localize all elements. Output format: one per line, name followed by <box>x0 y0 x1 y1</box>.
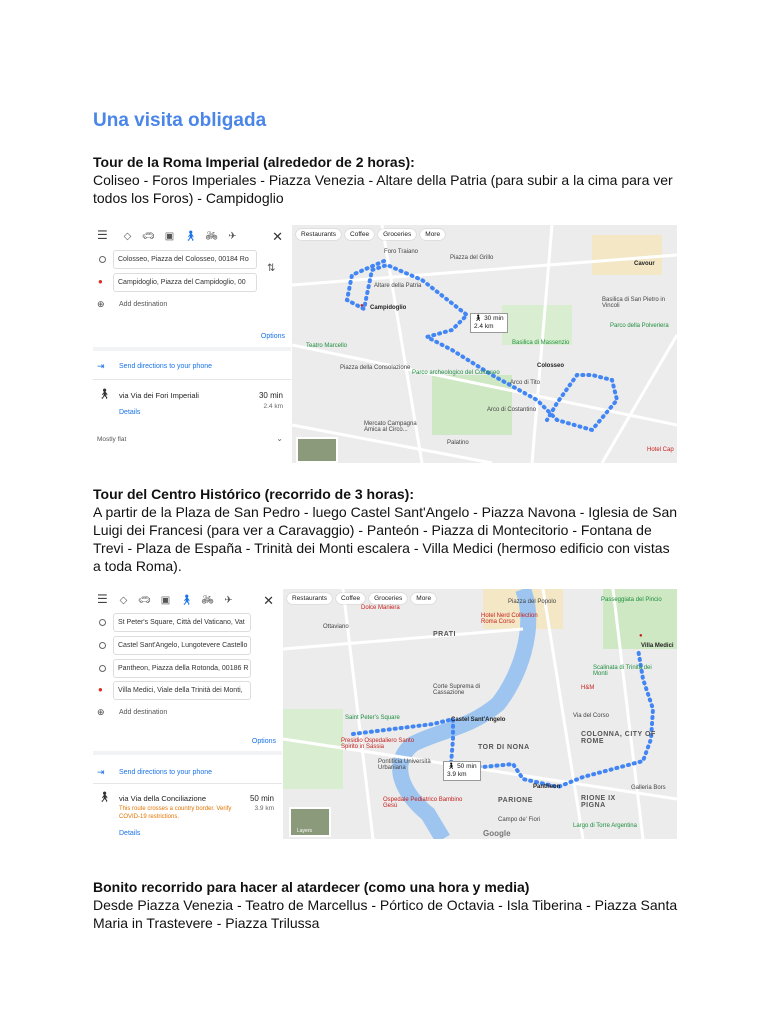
layers-label: Layers <box>297 828 313 834</box>
bicycle-icon[interactable]: 🚲︎ <box>201 594 214 606</box>
section-title-historic: Tour del Centro Histórico (recorrido de 3 horas): <box>93 486 415 502</box>
route-distance: 2.4 km <box>263 403 283 410</box>
origin-dot-icon <box>99 256 106 263</box>
map-label: Basilica di San Pietro in Vincoli <box>602 297 666 309</box>
options-link[interactable]: Options <box>260 333 285 340</box>
separator <box>93 783 282 784</box>
route-via[interactable]: via Via dei Fori Imperiali <box>119 391 199 400</box>
section-title-sunset: Bonito recorrido para hacer al atardecer (como una hora y media) <box>93 879 530 895</box>
stop-field-1[interactable]: St Peter's Square, Città del Vaticano, Vat <box>113 613 251 632</box>
stop-dot-icon <box>99 619 106 626</box>
phone-send-icon: ⇥ <box>97 767 105 777</box>
map-label: COLONNA, CITY OF ROME <box>581 731 656 745</box>
transit-icon[interactable]: ▣ <box>164 230 175 242</box>
category-chips <box>296 229 445 240</box>
walk-icon: 🚶︎ <box>98 792 111 803</box>
map-label: Parco archeologico del Colosseo <box>412 370 500 376</box>
flight-icon[interactable]: ✈︎ <box>228 230 237 242</box>
map-label: Mercato Campagna Amica al Circo... <box>364 421 417 433</box>
map-label: Largo di Torre Argentina <box>573 823 637 829</box>
layers-thumbnail[interactable] <box>296 437 338 463</box>
map-label: Via del Corso <box>573 713 609 719</box>
route-time: 50 min <box>249 794 274 803</box>
section-body-historic: A partir de la Plaza de San Pedro - luego Castel Sant'Angelo - Piazza Navona - Iglesia de San Luigi dei Francesi (para ver a Caravaggio) - Panteón - Piazza di Montecitorio - Fontana de Trevi - Plaza de España - Trinità dei Monti escalera - Villa Medici (hermoso edificio con vistas a toda Roma). <box>93 504 678 574</box>
bicycle-icon[interactable]: 🚲︎ <box>205 230 218 242</box>
map-label: Ospedale Pediatrico Bambino Gesù <box>383 797 463 809</box>
close-icon[interactable]: ✕ <box>263 593 274 608</box>
map-label: Piazza del Grillo <box>450 255 494 261</box>
map-view[interactable] <box>283 589 677 839</box>
map-label: H&M <box>581 685 595 691</box>
section-title-imperial: Tour de la Roma Imperial (alrededor de 2 horas): <box>93 154 415 170</box>
origin-field[interactable]: Colosseo, Piazza del Colosseo, 00184 Ro <box>113 250 257 269</box>
destination-field[interactable]: Campidoglio, Piazza del Campidoglio, 00 <box>113 273 257 292</box>
destination-pin-icon: ● <box>98 277 103 286</box>
map-label: Scalinata di Trinità dei Monti <box>593 665 652 677</box>
map-label: Campidoglio <box>370 305 407 311</box>
map-label: PARIONE <box>498 797 533 804</box>
restaurants-chip[interactable]: Restaurants <box>287 593 332 604</box>
map-label: Galleria Bors <box>631 785 666 791</box>
stop-field-3[interactable]: Pantheon, Piazza della Rotonda, 00186 R <box>113 659 251 678</box>
badge-time: 30 min <box>484 315 504 322</box>
stop-dot-icon <box>99 642 106 649</box>
layers-thumbnail[interactable] <box>289 807 331 837</box>
transit-icon[interactable]: ▣ <box>160 594 171 606</box>
google-logo: Google <box>483 829 511 838</box>
map-label: Arco di Tito <box>510 380 541 386</box>
map-label: PRATI <box>433 631 456 638</box>
map-label: Pantheon <box>533 784 561 790</box>
map-label: Colosseo <box>537 363 565 369</box>
villa-medici-pin-icon: ● <box>639 633 643 639</box>
map-label: Presidio Ospedaliero Santo Spirito in Sassia <box>341 738 415 750</box>
page-heading: Una visita obligada <box>93 110 267 131</box>
map-label: Teatro Marcello <box>306 343 348 349</box>
map-label: TOR DI NONA <box>478 744 530 751</box>
map-label: Villa Medici <box>641 643 674 649</box>
map-label: Corte Suprema di Cassazione <box>433 684 481 696</box>
map-label: Foro Traiano <box>384 249 419 255</box>
add-destination-link[interactable]: Add destination <box>119 301 168 308</box>
destination-pin-icon: ● <box>98 685 103 694</box>
map-label: RIONE IX PIGNA <box>581 795 616 809</box>
separator <box>93 379 291 380</box>
route-time: 30 min <box>258 391 283 400</box>
terrain-note: Mostly flat <box>97 436 127 443</box>
more-chip[interactable]: More <box>411 593 436 604</box>
groceries-chip[interactable]: Groceries <box>378 229 416 240</box>
map-label: Pontificia Università Urbaniana <box>378 759 431 771</box>
stop-dot-icon <box>99 665 106 672</box>
more-chip[interactable]: More <box>420 229 445 240</box>
map-label: Campo de' Fiori <box>498 817 541 823</box>
walk-icon: 🚶︎ <box>98 389 111 400</box>
map-label: Cavour <box>634 261 655 267</box>
map-label: Altare della Patria <box>374 283 422 289</box>
walk-mode-icon[interactable]: 🚶︎ <box>184 230 197 242</box>
campidoglio-pin-icon: ● <box>360 303 364 309</box>
details-link[interactable]: Details <box>119 830 141 837</box>
best-route-icon[interactable]: ◇ <box>119 594 128 606</box>
map-label: Passeggiata del Pincio <box>601 597 662 603</box>
route-via[interactable]: via Via della Conciliazione <box>119 794 206 803</box>
map-label: Parco della Polveriera <box>610 323 669 329</box>
map-label: Basilica di Massenzio <box>512 340 570 346</box>
map-label: Saint Peter's Square <box>345 715 400 721</box>
map-screenshot-historic <box>93 589 677 839</box>
border-warning: This route crosses a country border. Verify COVID-19 restrictions. <box>119 806 232 820</box>
route-badge <box>470 313 508 333</box>
restaurants-chip[interactable]: Restaurants <box>296 229 341 240</box>
stop-field-4[interactable]: Villa Medici, Viale della Trinità dei Monti, <box>113 681 251 700</box>
stop-field-2[interactable]: Castel Sant'Angelo, Lungotevere Castello <box>113 636 251 655</box>
map-label: Hotel Cap <box>647 447 674 453</box>
walk-icon: 🚶︎ <box>447 763 458 770</box>
map-label: Castel Sant'Angelo <box>451 717 506 723</box>
section-body-imperial: Coliseo - Foros Imperiales - Piazza Venezia - Altare della Patria (para subir a la cima para ver todos los Foros) - Campidoglio <box>93 172 673 206</box>
coffee-chip[interactable]: Coffee <box>345 229 374 240</box>
car-icon[interactable]: 🚗︎ <box>138 594 151 606</box>
add-icon[interactable]: ⊕ <box>97 707 105 717</box>
flight-icon[interactable]: ✈︎ <box>224 594 233 606</box>
map-label: Palatino <box>447 440 469 446</box>
map-label: Piazza della Consolazione <box>340 365 411 371</box>
map-label: Piazza del Popolo <box>508 599 557 605</box>
category-chips <box>287 593 436 604</box>
directions-panel <box>93 589 282 839</box>
details-link[interactable]: Details <box>119 409 141 416</box>
send-directions-link[interactable]: Send directions to your phone <box>119 363 213 370</box>
walk-icon: 🚶︎ <box>474 315 485 322</box>
badge-time: 50 min <box>457 763 477 770</box>
badge-distance: 3.9 km <box>447 771 467 778</box>
send-directions-link[interactable]: Send directions to your phone <box>119 769 213 776</box>
map-view[interactable] <box>292 225 677 463</box>
groceries-chip[interactable]: Groceries <box>369 593 407 604</box>
separator <box>93 751 282 755</box>
menu-icon[interactable]: ☰ <box>97 592 108 606</box>
section-body-sunset: Desde Piazza Venezia - Teatro de Marcellus - Pórtico de Octavia - Isla Tiberina - Piazza Santa Maria in Trastevere - Piazza Trilussa <box>93 897 678 931</box>
menu-icon[interactable]: ☰ <box>97 228 108 242</box>
map-label: Ottaviano <box>323 624 349 630</box>
badge-distance: 2.4 km <box>474 323 494 330</box>
map-label: Hotel Nerd Collection Roma Corso <box>481 613 538 625</box>
walk-mode-icon[interactable]: 🚶︎ <box>180 594 193 606</box>
separator <box>93 347 291 351</box>
map-label: Arco di Costantino <box>487 407 537 413</box>
route-distance: 3.9 km <box>254 805 274 812</box>
map-screenshot-imperial <box>93 225 677 463</box>
map-label: Dolce Maniera <box>361 605 400 611</box>
car-icon[interactable]: 🚗︎ <box>142 230 155 242</box>
swap-icon[interactable]: ⇅ <box>267 263 276 274</box>
close-icon[interactable]: ✕ <box>272 229 283 244</box>
options-link[interactable]: Options <box>251 738 276 745</box>
add-destination-link[interactable]: Add destination <box>119 709 168 716</box>
chevron-down-icon[interactable]: ⌄ <box>276 434 283 443</box>
directions-panel <box>93 225 291 463</box>
coffee-chip[interactable]: Coffee <box>336 593 365 604</box>
phone-send-icon: ⇥ <box>97 361 105 371</box>
route-badge <box>443 761 481 781</box>
best-route-icon[interactable]: ◇ <box>123 230 132 242</box>
add-icon[interactable]: ⊕ <box>97 299 105 309</box>
